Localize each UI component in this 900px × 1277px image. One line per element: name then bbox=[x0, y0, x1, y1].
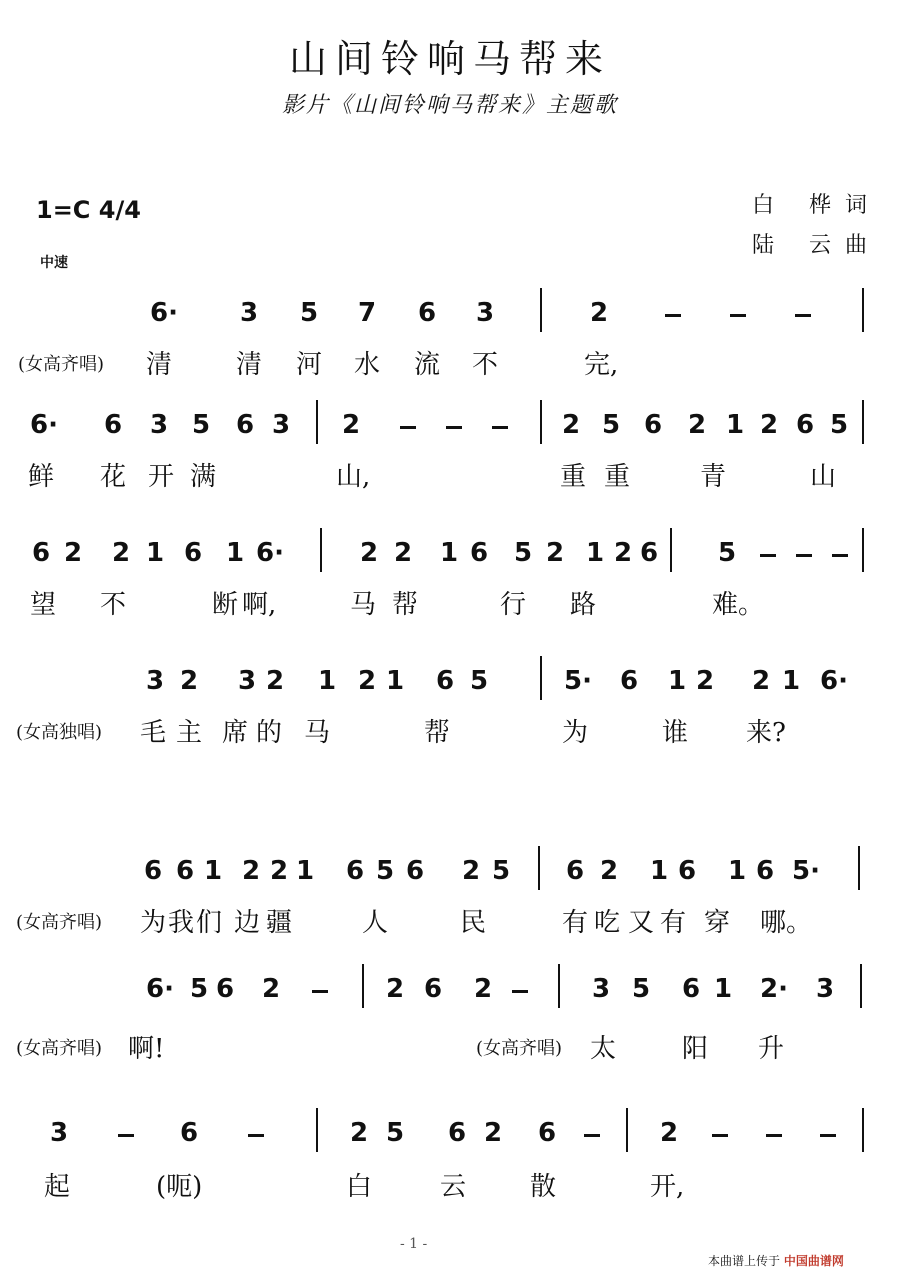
bar-line bbox=[858, 846, 860, 890]
lyric: 马 bbox=[304, 718, 331, 748]
lyric: 流 bbox=[414, 350, 441, 380]
bar-line bbox=[538, 846, 540, 890]
lyric: 起 bbox=[44, 1172, 71, 1202]
lyric: 来? bbox=[746, 718, 786, 748]
lyric: 疆 bbox=[266, 908, 293, 938]
note: 6 bbox=[346, 856, 365, 886]
note: 6 bbox=[470, 538, 489, 568]
hold-dash bbox=[712, 1134, 728, 1137]
note: 6· bbox=[150, 298, 178, 328]
note: 6· bbox=[256, 538, 284, 568]
lyric: 有 bbox=[562, 908, 589, 938]
hold-dash bbox=[796, 554, 812, 557]
hold-dash bbox=[766, 1134, 782, 1137]
note: 2 bbox=[590, 298, 609, 328]
voice-part-label: (女高齐唱) bbox=[476, 1038, 563, 1059]
note: 5 bbox=[470, 666, 489, 696]
lyric: 望 bbox=[30, 590, 57, 620]
note: 2 bbox=[112, 538, 131, 568]
bar-line bbox=[862, 288, 864, 332]
note: 6 bbox=[184, 538, 203, 568]
lyric: 不 bbox=[472, 350, 499, 380]
score-system-5 bbox=[0, 842, 900, 952]
lyric: 升 bbox=[758, 1034, 785, 1064]
note: 6 bbox=[144, 856, 163, 886]
note: 5 bbox=[830, 410, 849, 440]
tempo-marking: 中速 bbox=[40, 255, 68, 271]
note: 2 bbox=[600, 856, 619, 886]
note: 2 bbox=[262, 974, 281, 1004]
note: 2 bbox=[394, 538, 413, 568]
note: 1 bbox=[146, 538, 165, 568]
lyric: 花 bbox=[100, 462, 127, 492]
lyric: 毛 bbox=[140, 718, 167, 748]
lyric: 满 bbox=[190, 462, 217, 492]
note: 2 bbox=[358, 666, 377, 696]
note: 6 bbox=[418, 298, 437, 328]
note: 6 bbox=[644, 410, 663, 440]
lyric: 主 bbox=[176, 718, 203, 748]
note: 6 bbox=[176, 856, 195, 886]
lyric: 帮 bbox=[424, 718, 451, 748]
note: 3 bbox=[272, 410, 291, 440]
lyric: 水 bbox=[354, 350, 381, 380]
lyric: 们 bbox=[196, 908, 223, 938]
note: 7 bbox=[358, 298, 377, 328]
note: 1 bbox=[226, 538, 245, 568]
note: 3 bbox=[146, 666, 165, 696]
lyric: 河 bbox=[296, 350, 323, 380]
voice-part-label: (女高齐唱) bbox=[16, 912, 103, 933]
lyric: 鲜 bbox=[28, 462, 55, 492]
bar-line bbox=[862, 528, 864, 572]
hold-dash bbox=[400, 426, 416, 429]
bar-line bbox=[670, 528, 672, 572]
note: 6· bbox=[30, 410, 58, 440]
note: 3 bbox=[50, 1118, 69, 1148]
note: 5 bbox=[300, 298, 319, 328]
note: 2 bbox=[180, 666, 199, 696]
note: 2 bbox=[360, 538, 379, 568]
note: 1 bbox=[726, 410, 745, 440]
hold-dash bbox=[584, 1134, 600, 1137]
note: 5· bbox=[792, 856, 820, 886]
note: 5 bbox=[718, 538, 737, 568]
bar-line bbox=[862, 1108, 864, 1152]
lyric: 路 bbox=[570, 590, 597, 620]
note: 2 bbox=[752, 666, 771, 696]
note: 1 bbox=[728, 856, 747, 886]
note: 6· bbox=[820, 666, 848, 696]
bar-line bbox=[558, 964, 560, 1008]
lyric: 开, bbox=[650, 1172, 685, 1202]
hold-dash bbox=[446, 426, 462, 429]
hold-dash bbox=[118, 1134, 134, 1137]
note: 5 bbox=[376, 856, 395, 886]
note: 1 bbox=[782, 666, 801, 696]
site-logo[interactable]: 中国曲谱网 bbox=[783, 1254, 844, 1268]
note: 6 bbox=[640, 538, 659, 568]
note: 3 bbox=[238, 666, 257, 696]
note: 2 bbox=[562, 410, 581, 440]
note: 6 bbox=[448, 1118, 467, 1148]
note: 1 bbox=[668, 666, 687, 696]
note: 6 bbox=[424, 974, 443, 1004]
song-title: 山间铃响马帮来 bbox=[288, 37, 611, 81]
note: 3 bbox=[240, 298, 259, 328]
hold-dash bbox=[512, 990, 528, 993]
note: 3 bbox=[816, 974, 835, 1004]
note: 6 bbox=[32, 538, 51, 568]
note: 2 bbox=[350, 1118, 369, 1148]
note: 6 bbox=[796, 410, 815, 440]
note: 2 bbox=[342, 410, 361, 440]
lyric: 清 bbox=[236, 350, 263, 380]
lyric: 有 bbox=[660, 908, 687, 938]
lyric: 啊, bbox=[242, 590, 277, 620]
lyric: 吃 bbox=[594, 908, 621, 938]
lyric: (呃) bbox=[156, 1172, 203, 1202]
note: 5 bbox=[492, 856, 511, 886]
score-system-6 bbox=[0, 960, 900, 1070]
note: 1 bbox=[714, 974, 733, 1004]
note: 1 bbox=[386, 666, 405, 696]
score-system-2 bbox=[0, 396, 900, 506]
hold-dash bbox=[730, 314, 746, 317]
hold-dash bbox=[248, 1134, 264, 1137]
note: 1 bbox=[296, 856, 315, 886]
note: 2 bbox=[688, 410, 707, 440]
note: 6 bbox=[406, 856, 425, 886]
note: 2 bbox=[242, 856, 261, 886]
hold-dash bbox=[312, 990, 328, 993]
lyric: 又 bbox=[628, 908, 655, 938]
upload-note bbox=[708, 1252, 844, 1269]
note: 5 bbox=[192, 410, 211, 440]
note: 3 bbox=[592, 974, 611, 1004]
lyric: 穿 bbox=[704, 908, 731, 938]
lyric: 的 bbox=[256, 718, 283, 748]
note: 2 bbox=[474, 974, 493, 1004]
lyric: 难。 bbox=[712, 590, 765, 620]
bar-line bbox=[316, 400, 318, 444]
note: 6 bbox=[236, 410, 255, 440]
hold-dash bbox=[832, 554, 848, 557]
note: 5 bbox=[386, 1118, 405, 1148]
lyric: 行 bbox=[500, 590, 527, 620]
note: 5· bbox=[564, 666, 592, 696]
hold-dash bbox=[795, 314, 811, 317]
note: 6 bbox=[180, 1118, 199, 1148]
hold-dash bbox=[760, 554, 776, 557]
lyric: 山, bbox=[336, 462, 371, 492]
lyric: 重 bbox=[604, 462, 631, 492]
bar-line bbox=[860, 964, 862, 1008]
note: 6 bbox=[436, 666, 455, 696]
bar-line bbox=[540, 288, 542, 332]
bar-line bbox=[626, 1108, 628, 1152]
note: 6 bbox=[216, 974, 235, 1004]
lyric: 人 bbox=[362, 908, 389, 938]
lyric: 青 bbox=[700, 462, 727, 492]
lyric: 啊! bbox=[128, 1034, 165, 1064]
note: 5 bbox=[632, 974, 651, 1004]
lyric: 完, bbox=[584, 350, 619, 380]
lyric: 我 bbox=[168, 908, 195, 938]
song-subtitle: 影片《山间铃响马帮来》主题歌 bbox=[281, 93, 618, 118]
lyric: 山 bbox=[810, 462, 837, 492]
note: 6 bbox=[678, 856, 697, 886]
lyric: 为 bbox=[140, 908, 167, 938]
lyric: 重 bbox=[560, 462, 587, 492]
lyric: 云 bbox=[440, 1172, 467, 1202]
lyric: 边 bbox=[234, 908, 261, 938]
note: 2 bbox=[386, 974, 405, 1004]
composer-credit: 陆 云曲 bbox=[752, 233, 881, 258]
lyric: 不 bbox=[100, 590, 127, 620]
bar-line bbox=[316, 1108, 318, 1152]
note: 1 bbox=[318, 666, 337, 696]
bar-line bbox=[540, 656, 542, 700]
upload-text: 本曲谱上传于 bbox=[708, 1254, 781, 1268]
note: 5 bbox=[514, 538, 533, 568]
note: 6· bbox=[146, 974, 174, 1004]
voice-part-label: (女高独唱) bbox=[16, 722, 103, 743]
page-number: - 1 - bbox=[400, 1236, 428, 1252]
score-system-7 bbox=[0, 1104, 900, 1214]
note: 5 bbox=[602, 410, 621, 440]
note: 2 bbox=[64, 538, 83, 568]
hold-dash bbox=[820, 1134, 836, 1137]
score-system-1 bbox=[0, 284, 900, 394]
lyric: 民 bbox=[460, 908, 487, 938]
note: 6 bbox=[682, 974, 701, 1004]
score-system-3 bbox=[0, 524, 900, 634]
lyric: 为 bbox=[562, 718, 589, 748]
note: 6 bbox=[566, 856, 585, 886]
hold-dash bbox=[665, 314, 681, 317]
lyric: 哪。 bbox=[760, 908, 813, 938]
note: 1 bbox=[586, 538, 605, 568]
bar-line bbox=[362, 964, 364, 1008]
note: 2 bbox=[696, 666, 715, 696]
score-system-4 bbox=[0, 652, 900, 762]
lyric: 清 bbox=[146, 350, 173, 380]
note: 3 bbox=[476, 298, 495, 328]
voice-part-label: (女高齐唱) bbox=[16, 1038, 103, 1059]
note: 2· bbox=[760, 974, 788, 1004]
note: 1 bbox=[440, 538, 459, 568]
note: 2 bbox=[614, 538, 633, 568]
lyric: 散 bbox=[530, 1172, 557, 1202]
lyric: 开 bbox=[148, 462, 175, 492]
lyric: 断 bbox=[212, 590, 239, 620]
lyric: 帮 bbox=[392, 590, 419, 620]
bar-line bbox=[862, 400, 864, 444]
key-signature: 1=C 4/4 bbox=[36, 196, 141, 224]
bar-line bbox=[540, 400, 542, 444]
note: 2 bbox=[270, 856, 289, 886]
note: 2 bbox=[660, 1118, 679, 1148]
hold-dash bbox=[492, 426, 508, 429]
lyric: 太 bbox=[590, 1034, 617, 1064]
note: 2 bbox=[546, 538, 565, 568]
note: 2 bbox=[484, 1118, 503, 1148]
lyric: 席 bbox=[222, 718, 249, 748]
note: 6 bbox=[538, 1118, 557, 1148]
note: 1 bbox=[650, 856, 669, 886]
lyric: 马 bbox=[350, 590, 377, 620]
note: 6 bbox=[104, 410, 123, 440]
note: 2 bbox=[760, 410, 779, 440]
lyric: 谁 bbox=[662, 718, 689, 748]
note: 6 bbox=[756, 856, 775, 886]
note: 6 bbox=[620, 666, 639, 696]
note: 3 bbox=[150, 410, 169, 440]
note: 2 bbox=[462, 856, 481, 886]
note: 1 bbox=[204, 856, 223, 886]
lyric: 白 bbox=[346, 1172, 373, 1202]
note: 5 bbox=[190, 974, 209, 1004]
voice-part-label: (女高齐唱) bbox=[18, 354, 105, 375]
note: 2 bbox=[266, 666, 285, 696]
lyricist-credit: 白 桦词 bbox=[752, 193, 881, 218]
bar-line bbox=[320, 528, 322, 572]
lyric: 阳 bbox=[682, 1034, 709, 1064]
